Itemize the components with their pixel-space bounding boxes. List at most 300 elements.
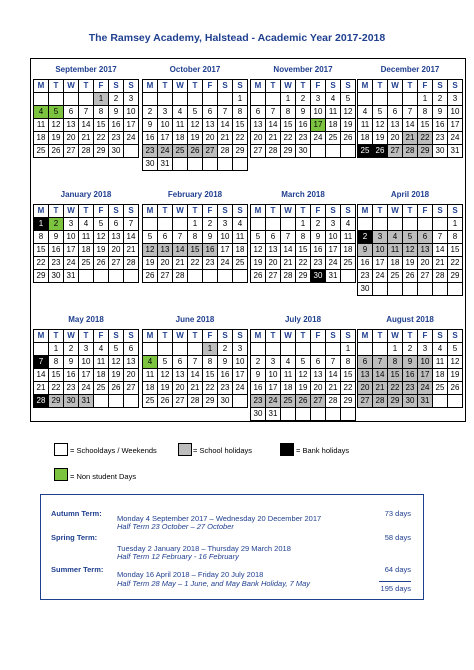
day-cell: 11 xyxy=(94,356,109,369)
month-april-2018 xyxy=(357,186,463,296)
day-cell xyxy=(173,218,188,231)
day-cell: 10 xyxy=(311,106,326,119)
day-cell: 27 xyxy=(64,145,79,158)
day-cell: 16 xyxy=(109,119,124,132)
day-cell: 10 xyxy=(79,356,94,369)
day-cell: 12 xyxy=(373,119,388,132)
weekday-header: F xyxy=(311,205,326,218)
day-cell: 27 xyxy=(388,145,403,158)
day-cell: 15 xyxy=(281,119,296,132)
day-cell: 19 xyxy=(296,382,311,395)
day-cell: 11 xyxy=(34,119,49,132)
month-day-grid xyxy=(357,329,463,408)
day-cell xyxy=(311,408,326,421)
day-cell: 30 xyxy=(251,408,266,421)
weekday-header: M xyxy=(251,80,266,93)
day-cell: 2 xyxy=(143,106,158,119)
month-february-2018 xyxy=(142,186,248,283)
day-cell: 19 xyxy=(158,382,173,395)
day-cell: 24 xyxy=(326,257,341,270)
day-cell: 4 xyxy=(79,218,94,231)
day-cell: 12 xyxy=(94,231,109,244)
weekday-header: T xyxy=(79,330,94,343)
day-cell xyxy=(251,218,266,231)
month-day-grid xyxy=(33,204,139,283)
weekday-header: S xyxy=(433,330,448,343)
day-cell: 16 xyxy=(64,369,79,382)
day-cell: 29 xyxy=(296,270,311,283)
day-cell: 23 xyxy=(64,382,79,395)
day-cell xyxy=(218,270,233,283)
weekday-header: S xyxy=(448,330,463,343)
day-cell: 31 xyxy=(79,395,94,408)
day-cell xyxy=(203,270,218,283)
autumn-days: 73 days xyxy=(384,509,411,518)
day-cell xyxy=(203,158,218,171)
day-cell: 3 xyxy=(448,93,463,106)
month-august-2018 xyxy=(357,311,463,408)
summer-term-label: Summer Term: xyxy=(51,565,104,574)
day-cell xyxy=(124,145,139,158)
day-cell: 7 xyxy=(79,106,94,119)
day-cell: 10 xyxy=(373,244,388,257)
weekday-header: M xyxy=(143,205,158,218)
day-cell: 2 xyxy=(64,343,79,356)
day-cell: 6 xyxy=(124,343,139,356)
day-cell: 27 xyxy=(158,270,173,283)
day-cell: 3 xyxy=(64,218,79,231)
day-cell: 3 xyxy=(326,218,341,231)
day-cell: 20 xyxy=(266,257,281,270)
day-cell xyxy=(433,283,448,296)
day-cell: 3 xyxy=(158,106,173,119)
day-cell xyxy=(266,343,281,356)
day-cell: 15 xyxy=(341,369,356,382)
weekday-header: S xyxy=(124,205,139,218)
day-cell: 12 xyxy=(109,356,124,369)
day-cell: 27 xyxy=(358,395,373,408)
day-cell: 11 xyxy=(433,356,448,369)
day-cell: 18 xyxy=(94,369,109,382)
day-cell: 22 xyxy=(448,257,463,270)
day-cell: 16 xyxy=(143,132,158,145)
day-cell xyxy=(311,145,326,158)
day-cell xyxy=(158,343,173,356)
day-cell: 5 xyxy=(403,231,418,244)
day-cell: 9 xyxy=(311,231,326,244)
day-cell: 27 xyxy=(311,395,326,408)
day-cell: 29 xyxy=(34,270,49,283)
day-cell: 25 xyxy=(94,382,109,395)
day-cell: 20 xyxy=(418,257,433,270)
day-cell: 18 xyxy=(326,119,341,132)
day-cell: 13 xyxy=(418,244,433,257)
day-cell: 6 xyxy=(418,231,433,244)
day-cell: 3 xyxy=(233,343,248,356)
day-cell: 13 xyxy=(109,231,124,244)
day-cell: 8 xyxy=(49,356,64,369)
day-cell: 10 xyxy=(326,231,341,244)
day-cell: 17 xyxy=(124,119,139,132)
weekday-header: S xyxy=(124,80,139,93)
day-cell xyxy=(311,343,326,356)
day-cell: 6 xyxy=(109,218,124,231)
day-cell xyxy=(373,283,388,296)
day-cell xyxy=(418,283,433,296)
day-cell xyxy=(373,218,388,231)
weekday-header: T xyxy=(403,80,418,93)
weekday-header: M xyxy=(358,330,373,343)
weekday-header: S xyxy=(109,80,124,93)
day-cell: 26 xyxy=(49,145,64,158)
day-cell: 15 xyxy=(34,244,49,257)
day-cell: 7 xyxy=(266,106,281,119)
day-cell xyxy=(266,218,281,231)
day-cell: 14 xyxy=(403,119,418,132)
weekday-header: T xyxy=(49,80,64,93)
day-cell: 9 xyxy=(433,106,448,119)
month-october-2017 xyxy=(142,61,248,171)
day-cell: 22 xyxy=(341,382,356,395)
day-cell: 20 xyxy=(251,132,266,145)
day-cell: 2 xyxy=(251,356,266,369)
day-cell: 16 xyxy=(311,244,326,257)
day-cell: 13 xyxy=(124,356,139,369)
day-cell: 19 xyxy=(109,369,124,382)
day-cell: 6 xyxy=(251,106,266,119)
day-cell: 5 xyxy=(143,231,158,244)
autumn-half-term: Half Term 23 October – 27 October xyxy=(117,522,234,531)
weekday-header: F xyxy=(94,80,109,93)
day-cell: 9 xyxy=(218,356,233,369)
day-cell xyxy=(94,270,109,283)
weekday-header: S xyxy=(233,80,248,93)
day-cell: 17 xyxy=(64,244,79,257)
day-cell xyxy=(124,270,139,283)
day-cell: 16 xyxy=(358,257,373,270)
day-cell: 29 xyxy=(448,270,463,283)
day-cell: 15 xyxy=(49,369,64,382)
day-cell: 6 xyxy=(388,106,403,119)
weekday-header: M xyxy=(251,330,266,343)
day-cell: 17 xyxy=(373,257,388,270)
day-cell: 18 xyxy=(143,382,158,395)
day-cell: 24 xyxy=(266,395,281,408)
day-cell: 1 xyxy=(233,93,248,106)
weekday-header: S xyxy=(109,205,124,218)
day-cell xyxy=(188,343,203,356)
day-cell: 17 xyxy=(311,119,326,132)
day-cell: 25 xyxy=(326,132,341,145)
day-cell: 15 xyxy=(188,244,203,257)
weekday-header: T xyxy=(49,330,64,343)
day-cell: 30 xyxy=(358,283,373,296)
weekday-header: S xyxy=(326,330,341,343)
spring-days: 58 days xyxy=(384,533,411,542)
legend-school-holidays: = School holidays xyxy=(193,446,252,455)
day-cell: 26 xyxy=(94,257,109,270)
day-cell: 7 xyxy=(218,106,233,119)
month-november-2017 xyxy=(250,61,356,158)
weekday-header: M xyxy=(34,80,49,93)
day-cell xyxy=(341,270,356,283)
day-cell: 2 xyxy=(203,218,218,231)
month-day-grid xyxy=(142,79,248,171)
day-cell: 10 xyxy=(418,356,433,369)
day-cell xyxy=(173,93,188,106)
day-cell: 12 xyxy=(143,244,158,257)
weekday-header: F xyxy=(203,80,218,93)
day-cell: 20 xyxy=(173,382,188,395)
day-cell: 8 xyxy=(448,231,463,244)
day-cell xyxy=(358,93,373,106)
day-cell: 25 xyxy=(233,257,248,270)
day-cell xyxy=(251,93,266,106)
day-cell xyxy=(403,283,418,296)
day-cell: 6 xyxy=(358,356,373,369)
day-cell: 3 xyxy=(418,343,433,356)
day-cell xyxy=(218,158,233,171)
spring-term-dates: Tuesday 2 January 2018 – Thursday 29 March 2018 xyxy=(117,544,291,553)
day-cell: 28 xyxy=(373,395,388,408)
day-cell: 13 xyxy=(266,244,281,257)
day-cell: 1 xyxy=(34,218,49,231)
day-cell: 22 xyxy=(188,257,203,270)
day-cell: 5 xyxy=(341,93,356,106)
day-cell: 27 xyxy=(266,270,281,283)
day-cell: 3 xyxy=(373,231,388,244)
day-cell: 5 xyxy=(158,356,173,369)
day-cell: 28 xyxy=(124,257,139,270)
day-cell xyxy=(388,283,403,296)
weekday-header: F xyxy=(418,80,433,93)
day-cell xyxy=(266,93,281,106)
weekday-header: S xyxy=(433,205,448,218)
day-cell: 12 xyxy=(448,356,463,369)
weekday-header: S xyxy=(218,205,233,218)
day-cell: 19 xyxy=(49,132,64,145)
day-cell: 16 xyxy=(49,244,64,257)
weekday-header: T xyxy=(373,330,388,343)
month-title: January 2018 xyxy=(60,190,112,199)
month-september-2017 xyxy=(33,61,139,158)
weekday-header: F xyxy=(203,330,218,343)
day-cell: 23 xyxy=(251,395,266,408)
day-cell: 21 xyxy=(326,382,341,395)
day-cell: 21 xyxy=(173,257,188,270)
weekday-header: W xyxy=(64,80,79,93)
month-day-grid xyxy=(142,204,248,283)
day-cell xyxy=(326,145,341,158)
day-cell: 21 xyxy=(433,257,448,270)
day-cell: 18 xyxy=(173,132,188,145)
day-cell: 7 xyxy=(326,356,341,369)
day-cell: 21 xyxy=(79,132,94,145)
month-title: September 2017 xyxy=(55,65,117,74)
day-cell xyxy=(173,343,188,356)
day-cell: 22 xyxy=(281,132,296,145)
day-cell: 1 xyxy=(203,343,218,356)
day-cell: 25 xyxy=(34,145,49,158)
month-title: April 2018 xyxy=(390,190,430,199)
day-cell: 7 xyxy=(281,231,296,244)
day-cell: 31 xyxy=(266,408,281,421)
day-cell: 24 xyxy=(124,132,139,145)
spring-half-term: Half Term 12 February - 16 February xyxy=(117,552,239,561)
day-cell: 2 xyxy=(109,93,124,106)
month-january-2018 xyxy=(33,186,139,283)
day-cell: 26 xyxy=(296,395,311,408)
day-cell xyxy=(403,218,418,231)
weekday-header: W xyxy=(388,80,403,93)
weekday-header: M xyxy=(34,330,49,343)
day-cell xyxy=(143,218,158,231)
total-days: 195 days xyxy=(380,584,411,593)
day-cell: 10 xyxy=(64,231,79,244)
day-cell: 19 xyxy=(143,257,158,270)
day-cell: 24 xyxy=(79,382,94,395)
day-cell xyxy=(373,93,388,106)
day-cell: 22 xyxy=(388,382,403,395)
day-cell: 20 xyxy=(388,132,403,145)
day-cell: 28 xyxy=(326,395,341,408)
day-cell xyxy=(281,408,296,421)
day-cell xyxy=(281,343,296,356)
day-cell: 20 xyxy=(311,382,326,395)
day-cell: 26 xyxy=(448,382,463,395)
day-cell: 7 xyxy=(403,106,418,119)
day-cell xyxy=(296,343,311,356)
day-cell: 24 xyxy=(64,257,79,270)
weekday-header: T xyxy=(403,330,418,343)
day-cell: 23 xyxy=(109,132,124,145)
day-cell: 25 xyxy=(281,395,296,408)
day-cell: 20 xyxy=(109,244,124,257)
day-cell: 10 xyxy=(233,356,248,369)
day-cell xyxy=(341,145,356,158)
summer-days: 64 days xyxy=(384,565,411,574)
day-cell: 21 xyxy=(373,382,388,395)
day-cell: 18 xyxy=(433,369,448,382)
autumn-term-label: Autumn Term: xyxy=(51,509,102,518)
day-cell: 4 xyxy=(143,356,158,369)
day-cell xyxy=(49,93,64,106)
day-cell: 8 xyxy=(296,231,311,244)
day-cell: 10 xyxy=(448,106,463,119)
day-cell: 19 xyxy=(403,257,418,270)
day-cell xyxy=(296,408,311,421)
day-cell: 19 xyxy=(251,257,266,270)
day-cell: 22 xyxy=(418,132,433,145)
weekday-header: F xyxy=(311,80,326,93)
day-cell: 16 xyxy=(218,369,233,382)
day-cell: 17 xyxy=(326,244,341,257)
day-cell xyxy=(188,93,203,106)
day-cell: 5 xyxy=(109,343,124,356)
weekday-header: W xyxy=(388,330,403,343)
spring-term-label: Spring Term: xyxy=(51,533,98,542)
day-cell: 20 xyxy=(203,132,218,145)
day-cell: 18 xyxy=(341,244,356,257)
day-cell: 8 xyxy=(188,231,203,244)
month-march-2018 xyxy=(250,186,356,283)
month-day-grid xyxy=(250,204,356,283)
month-day-grid xyxy=(33,329,139,408)
day-cell xyxy=(326,408,341,421)
day-cell: 5 xyxy=(188,106,203,119)
day-cell: 5 xyxy=(49,106,64,119)
weekday-header: M xyxy=(358,80,373,93)
day-cell: 23 xyxy=(358,270,373,283)
day-cell xyxy=(433,395,448,408)
day-cell: 10 xyxy=(218,231,233,244)
day-cell xyxy=(79,270,94,283)
day-cell: 22 xyxy=(94,132,109,145)
weekday-header: T xyxy=(296,205,311,218)
day-cell: 28 xyxy=(188,395,203,408)
weekday-header: T xyxy=(158,330,173,343)
day-cell xyxy=(94,395,109,408)
day-cell xyxy=(143,343,158,356)
weekday-header: T xyxy=(188,330,203,343)
day-cell: 24 xyxy=(158,145,173,158)
weekday-header: W xyxy=(388,205,403,218)
day-cell: 1 xyxy=(281,93,296,106)
weekday-header: F xyxy=(418,330,433,343)
month-day-grid xyxy=(250,79,356,158)
day-cell: 18 xyxy=(233,244,248,257)
day-cell xyxy=(188,158,203,171)
weekday-header: T xyxy=(373,80,388,93)
weekday-header: S xyxy=(233,330,248,343)
day-cell: 11 xyxy=(143,369,158,382)
weekday-header: T xyxy=(79,205,94,218)
day-cell: 24 xyxy=(373,270,388,283)
day-cell: 9 xyxy=(203,231,218,244)
day-cell: 24 xyxy=(418,382,433,395)
month-day-grid xyxy=(142,329,248,408)
day-cell: 19 xyxy=(448,369,463,382)
weekday-header: T xyxy=(188,205,203,218)
month-title: June 2018 xyxy=(175,315,215,324)
day-cell xyxy=(358,343,373,356)
day-cell: 20 xyxy=(64,132,79,145)
day-cell: 23 xyxy=(143,145,158,158)
weekday-header: T xyxy=(158,80,173,93)
month-may-2018 xyxy=(33,311,139,408)
day-cell xyxy=(218,93,233,106)
day-cell xyxy=(418,218,433,231)
day-cell: 25 xyxy=(79,257,94,270)
day-cell: 21 xyxy=(403,132,418,145)
day-cell: 11 xyxy=(233,231,248,244)
weekday-header: T xyxy=(296,330,311,343)
day-cell: 30 xyxy=(311,270,326,283)
day-cell: 11 xyxy=(341,231,356,244)
day-cell: 17 xyxy=(418,369,433,382)
day-cell: 20 xyxy=(124,369,139,382)
day-cell: 5 xyxy=(296,356,311,369)
day-cell: 4 xyxy=(281,356,296,369)
day-cell: 22 xyxy=(203,382,218,395)
day-cell: 24 xyxy=(448,132,463,145)
day-cell: 27 xyxy=(203,145,218,158)
weekday-header: F xyxy=(94,205,109,218)
day-cell: 3 xyxy=(79,343,94,356)
bank-holiday-swatch xyxy=(280,443,294,456)
day-cell: 9 xyxy=(49,231,64,244)
month-day-grid xyxy=(357,204,463,296)
